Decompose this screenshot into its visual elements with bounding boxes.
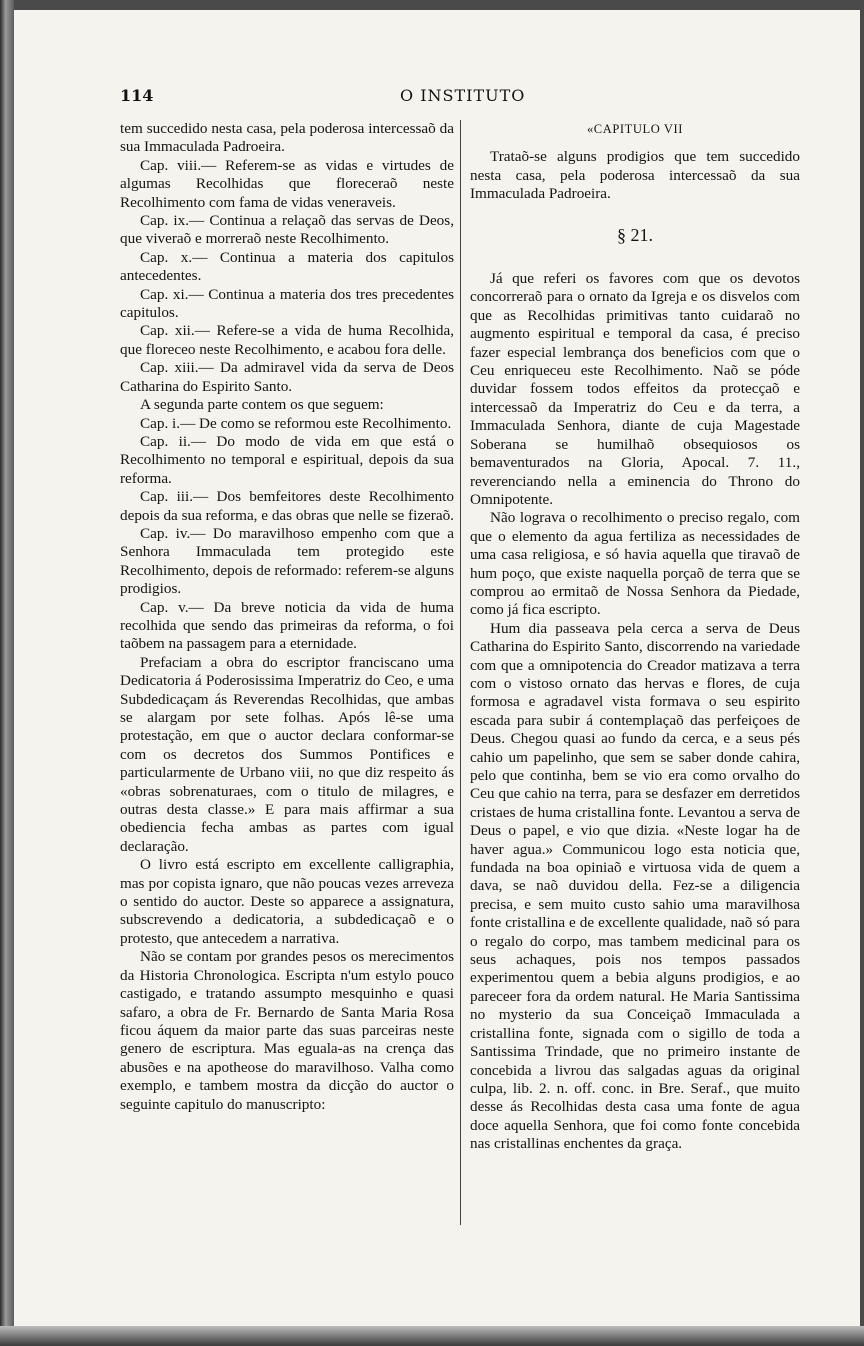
left-column: [120, 120, 454, 1114]
chapter-entry-iv: Cap. iv.— Do maravilhoso empenho com que a Senhora Immaculada tem protegido este Recolhimento, depois de reformado: referem-se alguns prodigios.: [120, 524, 455, 598]
chapter-entry-viii: Cap. viii.— Referem-se as vidas e virtudes de algumas Recolhidas que floreceraõ neste Recolhimento com fama de vidas veneraveis.: [120, 156, 454, 211]
book-gutter-shadow: [0, 0, 14, 1346]
chapter-entry-xiii: Cap. xiii.— Da admiravel vida da serva de Deos Catharina do Espirito Santo.: [120, 359, 454, 395]
chapter-summary: Trataõ-se alguns prodigios que tem succedido nesta casa, pela poderosa intercessaõ da sua Immaculada Padroeira.: [470, 148, 800, 203]
chapter-entry-ix: Cap. ix.— Continua a relaçaõ das servas de Deos, que viveraõ e morreraõ neste Recolhimento.: [120, 212, 454, 248]
paragraph: Não se contam por grandes pesos os merecimentos da Historia Chronologica. Escripta n'um estylo pouco castigado, e tratando assumpto mesquinho e quasi safaro, a obra de Fr. Bernardo de Santa Maria Rosa ficou áquem da maior parte das suas parceiras neste genero de escriptura. Mas eguala-as na crença das abusões e na apotheose do maravilhoso. Valha como exemplo, e tambem mostra da dicção do auctor o seguinte capitulo do manuscripto:: [120, 948, 454, 1113]
chapter-entry-xi: Cap. xi.— Continua a materia dos tres precedentes capitulos.: [120, 285, 454, 322]
paragraph: tem succedido nesta casa, pela poderosa intercessaõ da sua Immaculada Padroeira.: [120, 120, 454, 156]
chapter-entry-i: Cap. i.— De como se reformou este Recolhimento.: [140, 414, 452, 432]
section-number: § 21.: [617, 224, 653, 245]
paragraph: Hum dia passeava pela cerca a serva de Deus Catharina do Espirito Santo, discorrendo na variedade com que a omnipotencia do Creador matizava a terra com o vistoso ornato das hervas e flores, de cuja formosa e agradavel vista formava o seu espirito escada para subir á contemplaçaõ das perfeiçoes de Deus. Chegou quasi ao fundo da cerca, e a seus pés cahio um papelinho, que sem se saber donde cahira, pelo que continha, bem se vio era como orvalho do Ceu que cahio na terra, para se desfazer em derretidos cristaes de huma cristallina fonte. Levantou a serva de Deus o papel, e vio que dizia. «Neste logar ha de haver agua.» Communicou logo esta noticia que, fundada na boa opiniaõ e virtuosa vida de quem a dava, se naõ duvidou della. Fez-se a diligencia precisa, e sem muito custo sahio uma maravilhosa fonte cristallina e de excellente qualidade, naõ só para o regalo do corpo, mas tambem medicinal para os seus achaques, pois nos tempos passados experimentou quem a bebia alguns prodigios, e ao pareceer fora da ordem natural. He Maria Santissima no mysterio da sua Conceiçaõ Immaculada a cristallina fonte, signada com o sigillo de toda a Santissima Trindade, que no primeiro instante de concebida a livrou das salgadas aguas da original culpa, lib. 2. n. off. conc. in Bre. Seraf., que muito desse ás Recolhidas desta casa uma fonte de agua doce aquella Senhora, que foi como fonte concebida nas cristallinas enchentes da graça.: [470, 619, 800, 1153]
chapter-entry-v: Cap. v.— Da breve noticia da vida de huma recolhida que sendo das primeiras da reforma, o foi taõbem na passagem para a eternidade.: [120, 598, 454, 653]
running-title: O INSTITUTO: [400, 86, 526, 105]
paragraph: Não lograva o recolhimento o preciso regalo, com que o elemento da agua fertiliza as necessidades de uma casa religiosa, e só havia aquella que tiravaõ de hum poço, que existe naquella porçaõ de terra que se comprou ao ermitaõ de Nossa Senhora da Piedade, como já fica escripto.: [470, 509, 800, 619]
right-column: [470, 120, 800, 1154]
chapter-entry-x: Cap. x.— Continua a materia dos capitulos antecedentes.: [120, 248, 454, 285]
page-number: 114: [120, 86, 154, 105]
page-header: [120, 80, 800, 110]
paragraph: Já que referi os favores com que os devotos concorreraõ para o ornato da Igreja e os disvelos com que as Recolhidas primitivas tanto cuidaraõ no augmento espiritual e temporal da casa, é preciso fazer especial lembrança dos beneficios com que o Ceu enriqueceu este Recolhimento. Naõ se póde duvidar fossem todos effeitos da protecçaõ e intercessaõ da Imperatriz do Ceu e da terra, a Immaculada Senhora, diante de cuja Magestade Soberana se humilhaõ obsequiosos os bemaventurados na Gloria, Apocal. 7. 11., reverenciando nella a eminencia do Throno do Omnipotente.: [470, 270, 800, 508]
column-divider: [460, 120, 461, 1225]
chapter-entry-ii: Cap. ii.— Do modo de vida em que está o Recolhimento no temporal e espiritual, depois da sua reforma.: [120, 432, 454, 487]
paragraph: O livro está escripto em excellente calligraphia, mas por copista ignaro, que não poucas vezes arreveza o sentido do auctor. Deste so apparece a assignatura, subscrevendo a dedicatoria, a subdedicaçaõ e o protesto, que antecedem a narrativa.: [120, 856, 454, 947]
part-two-intro: A segunda parte contem os que seguem:: [140, 396, 384, 414]
paragraph: Prefaciam a obra do escriptor franciscano uma Dedicatoria á Poderosissima Imperatriz do Ceo, e uma Subdedicaçam ás Reverendas Recolhidas, que ambas se alargam por sete folhas. Após lê-se uma protestação, em que o auctor declara conformar-se com os decretos dos Summos Pontifices e particularmente de Urbano viii, no que diz respeito ás «obras sobrenaturaes, com o titulo de milagres, e outras desta classe.» E para mais affirmar a sua obediencia fecha ambas as partes com igual declaração.: [120, 653, 454, 855]
chapter-entry-xii: Cap. xii.— Refere-se a vida de huma Recolhida, que floreceo neste Recolhimento, e acabou fora delle.: [120, 322, 454, 358]
chapter-heading: «CAPITULO VII: [586, 122, 684, 136]
chapter-entry-iii: Cap. iii.— Dos bemfeitores deste Recolhimento depois da sua reforma, e das obras que nelle se fizeraõ.: [120, 488, 454, 524]
page-bottom-edge: [0, 1326, 864, 1346]
